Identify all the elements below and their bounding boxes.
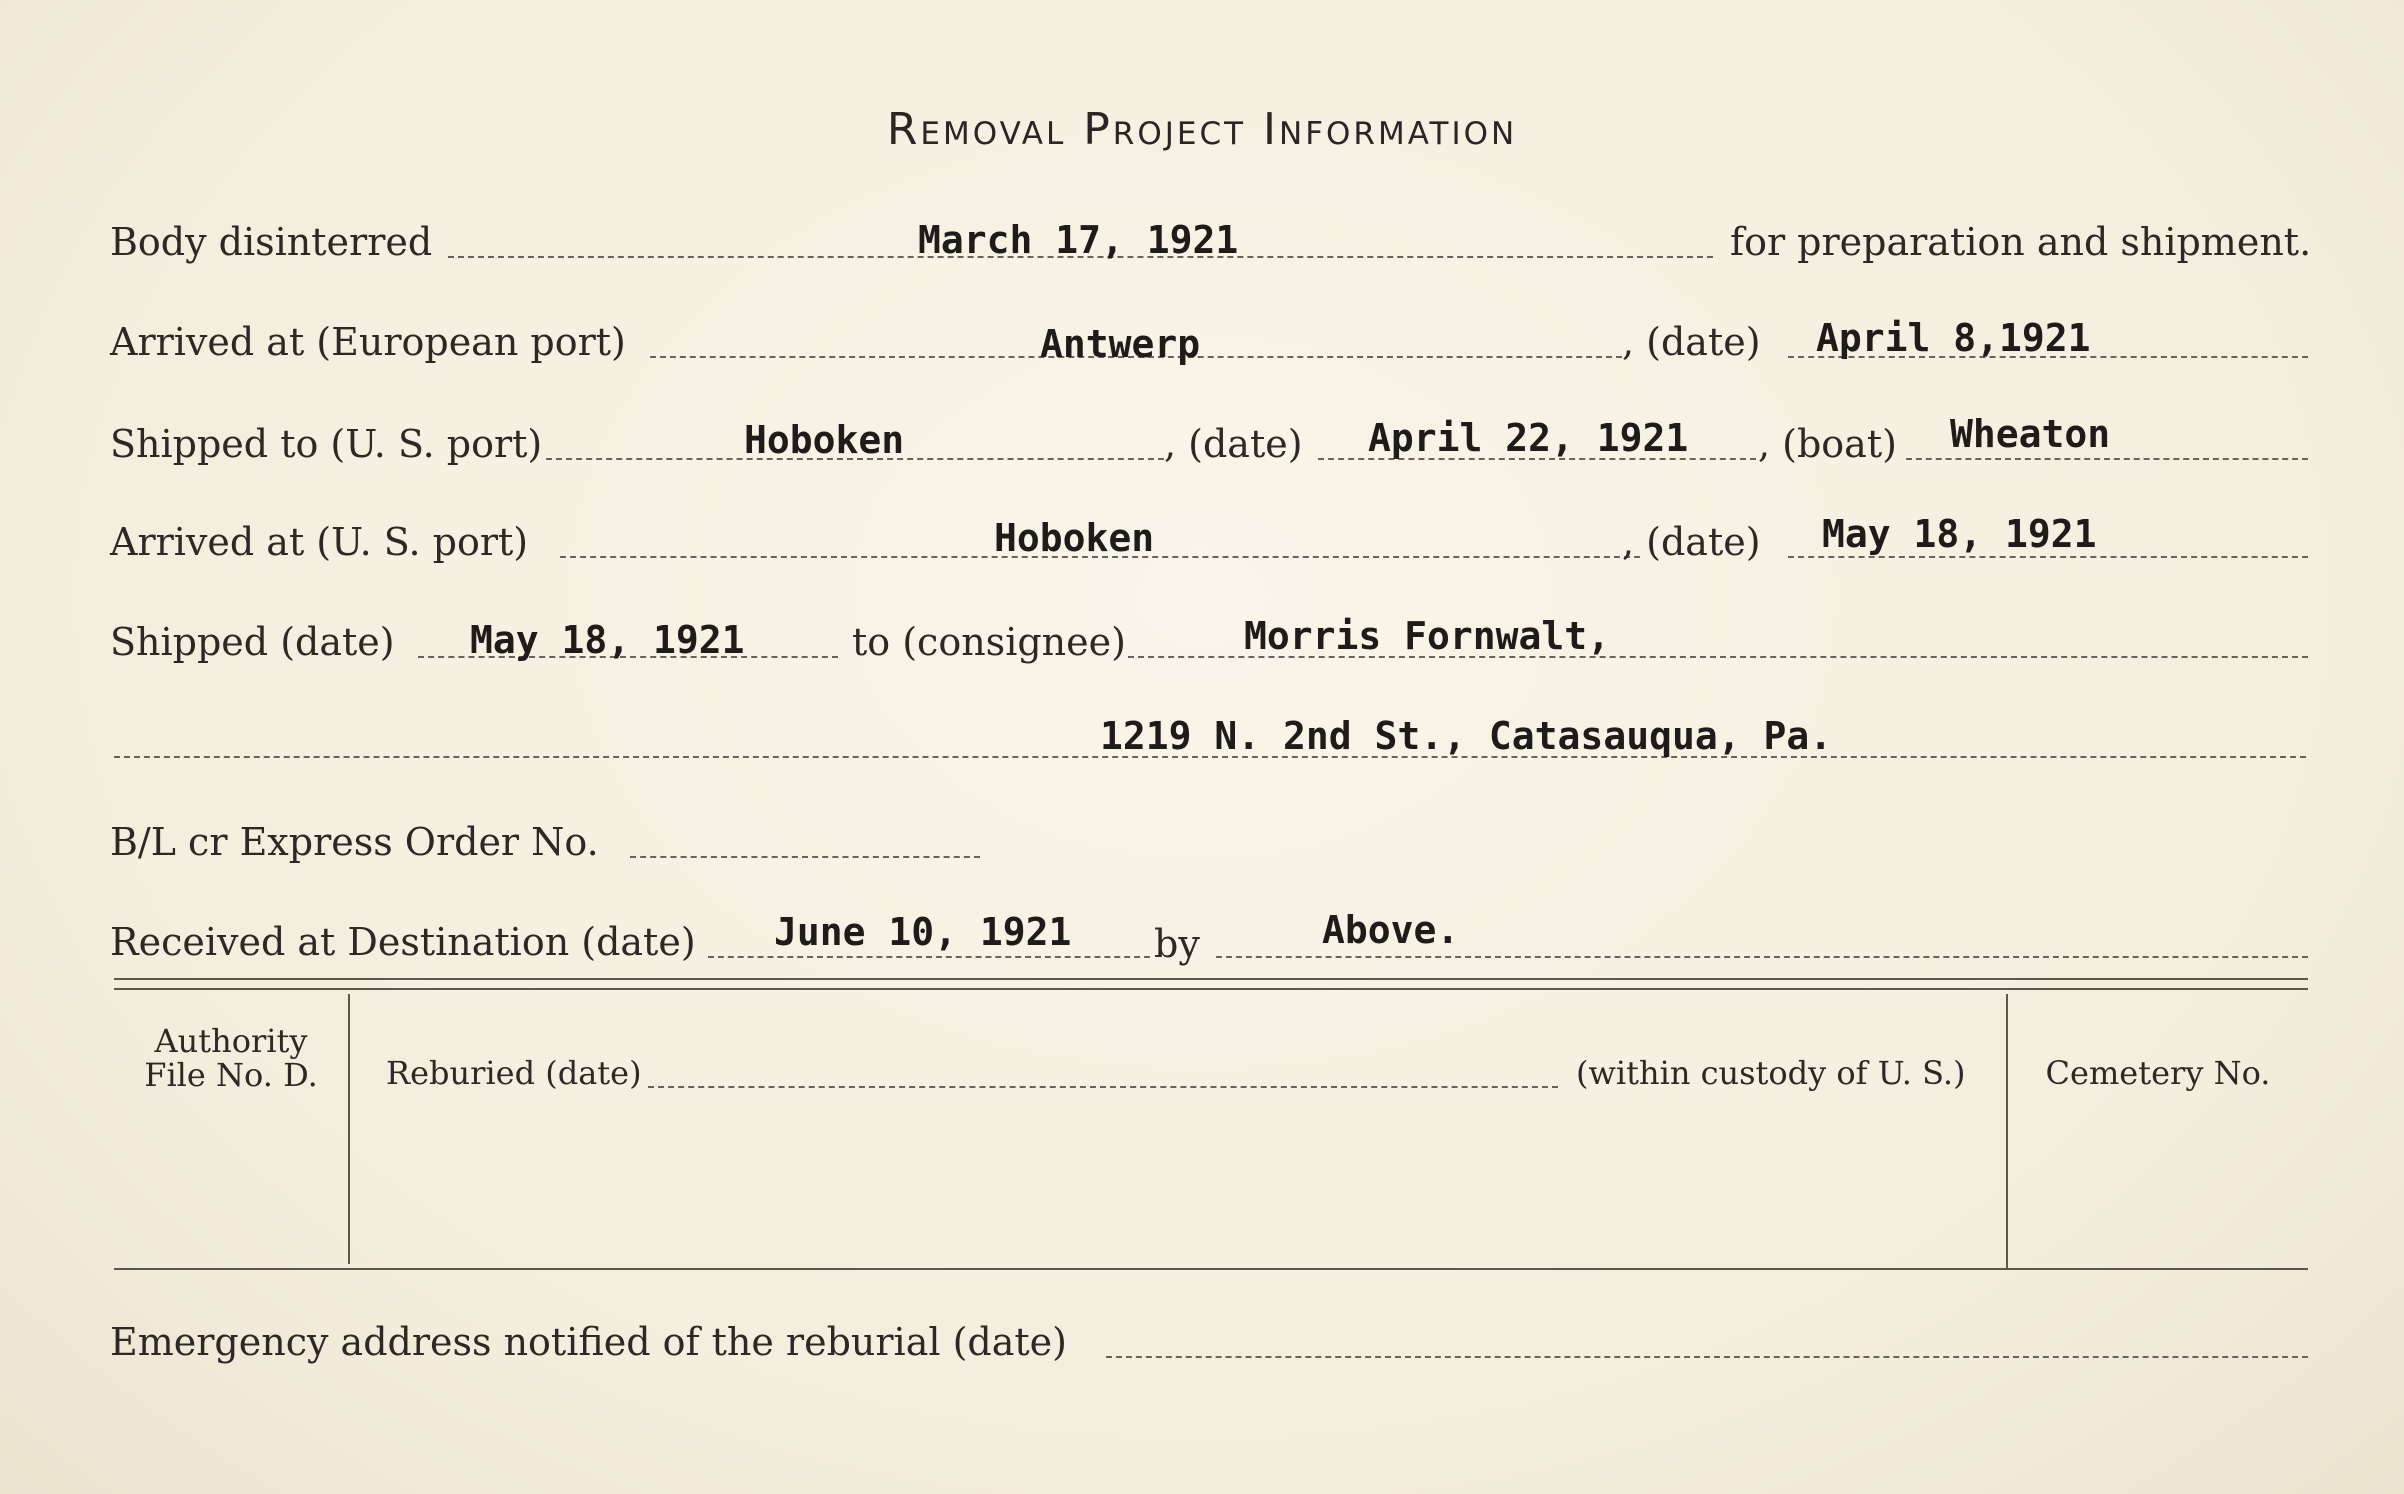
arrived-eu-label: Arrived at (European port): [110, 320, 626, 364]
shipped-us-date: April 22, 1921: [1368, 416, 1689, 460]
arrived-us-label: Arrived at (U. S. port): [110, 520, 529, 564]
disinterred-label: Body disinterred: [110, 220, 433, 264]
authority-label: Authority: [154, 1022, 308, 1060]
card-title: Removal Project Information: [886, 104, 1518, 155]
emergency-line: [1106, 1356, 2308, 1358]
received-date: June 10, 1921: [774, 910, 1072, 954]
reburied-line: [648, 1086, 1558, 1088]
table-divider-left: [348, 994, 350, 1264]
shipped-us-label: Shipped to (U. S. port): [110, 422, 543, 466]
disinterred-suffix: for preparation and shipment.: [1730, 220, 2312, 264]
received-by-label: by: [1154, 922, 1200, 966]
consignee-name: Morris Fornwalt,: [1244, 614, 1611, 658]
arrived-us-port: Hoboken: [994, 516, 1155, 560]
received-date-line: [708, 956, 1150, 958]
emergency-label: Emergency address notified of the reburial (date): [110, 1320, 1067, 1364]
custody-label: (within custody of U. S.): [1576, 1054, 1966, 1092]
reburied-label: Reburied (date): [386, 1054, 642, 1092]
received-by: Above.: [1322, 908, 1460, 952]
arrived-us-date: May 18, 1921: [1822, 512, 2097, 556]
table-top-rule: [114, 978, 2308, 980]
table-top-rule-double: [114, 988, 2308, 990]
arrived-us-date-line: [1788, 556, 2308, 558]
disinterred-value: March 17, 1921: [918, 218, 1239, 262]
arrived-eu-date: April 8,1921: [1816, 316, 2091, 360]
arrived-us-date-label: , (date): [1622, 520, 1761, 564]
cemetery-label: Cemetery No.: [2045, 1054, 2271, 1092]
arrived-eu-port: Antwerp: [1040, 322, 1201, 366]
consignee-label: to (consignee): [852, 620, 1126, 664]
table-divider-right: [2006, 994, 2008, 1268]
file-no-label: File No. D.: [144, 1056, 318, 1094]
received-by-line: [1216, 956, 2308, 958]
shipped-us-date-label: , (date): [1164, 422, 1303, 466]
shipped-us-port: Hoboken: [744, 418, 905, 462]
shipped-label: Shipped (date): [110, 620, 395, 664]
bl-label: B/L cr Express Order No.: [110, 820, 599, 864]
consignee-address: 1219 N. 2nd St., Catasauqua, Pa.: [1100, 714, 1833, 758]
bl-line: [630, 856, 980, 858]
shipped-us-boat-line: [1906, 458, 2308, 460]
received-label: Received at Destination (date): [110, 920, 696, 964]
arrived-eu-date-label: , (date): [1622, 320, 1761, 364]
table-bottom-rule: [114, 1268, 2308, 1270]
shipped-us-boat: Wheaton: [1950, 412, 2111, 456]
shipped-us-boat-label: , (boat): [1758, 422, 1897, 466]
shipped-date: May 18, 1921: [470, 618, 745, 662]
